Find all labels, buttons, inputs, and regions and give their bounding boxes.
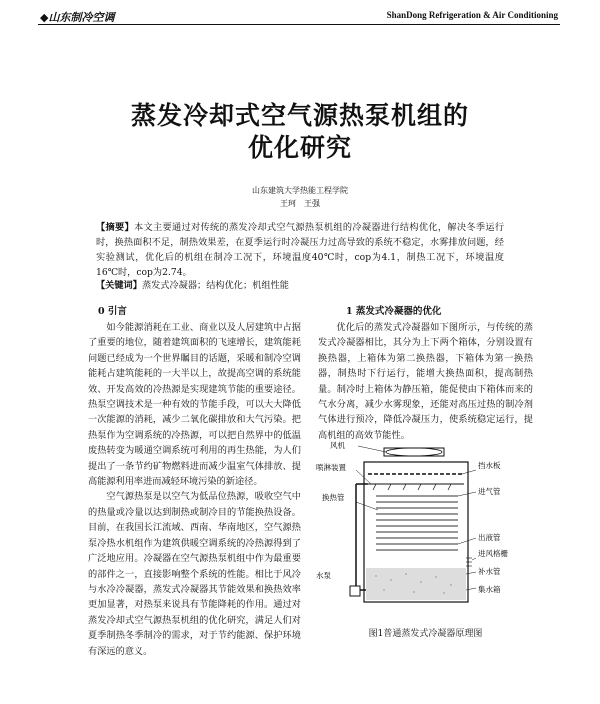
section-1-para-1: 优化后的蒸发式冷凝器如下图所示，与传统的蒸发式冷凝器相比，其分为上下两个箱体，分别设置有换热器，上箱体为第二换热器，下箱体为第一换热器，制热时下行运行，能增大换热面积，提高制热量。制冷时上箱体为静压箱，能促使由下箱体而来的气水分离，减少水雾现象，还能对高压过热的制冷剂气体进行预冷，降低冷凝压力，使系统稳定运行，提高机组的高效节能性。 [318, 322, 533, 441]
condenser-diagram [316, 440, 536, 615]
abstract [96, 220, 504, 280]
affiliation: 山东建筑大学热能工程学院 [252, 186, 348, 195]
fan-icon [384, 448, 444, 456]
label-coil: 换热管 [322, 493, 345, 502]
journal-name-cn: ◆山东制冷空调 [40, 11, 115, 24]
title-line-2: 优化研究 [247, 133, 352, 162]
journal-name-en: ShanDong Refrigeration & Air Conditioning [386, 10, 558, 20]
section-0-para-1: 如今能源消耗在工业、商业以及人居建筑中占据了重要的地位，随着建筑面积的飞速增长，建筑能耗问题已经成为一个世界瞩目的话题，采暖和制冷空调能耗占建筑能耗的一大半以上，故提高空调的系统能效、开发高效的冷热源是实现建筑节能的重要途径。热泵空调技术是一种有效的节能手段，可以大大降低一次能源的消耗，减少二氧化碳排放和大气污染。把热泵作为空调系统的冷热源，可以把自然界中的低温废热转变为暖通空调系统可利用的再生热能，为人们提出了一条节约矿物燃料进而减少温室气体排放、提高能源利用率进而减轻环境污染的新途径。 [88, 322, 301, 488]
water-tank [366, 568, 466, 600]
label-outlet: 出液管 [478, 533, 501, 542]
abstract-label: 【摘要】 [96, 222, 134, 233]
label-pump: 水泵 [316, 571, 331, 580]
keywords-text: 蒸发式冷凝器；结构优化；机组性能 [141, 280, 289, 291]
pump-icon [350, 586, 360, 596]
section-0-heading: 0 引言 [98, 306, 127, 317]
abstract-text: 本文主要通过对传统的蒸发冷却式空气源热泵机组的冷凝器进行结构优化，解决冬季运行时，换热面积不足，制热效果差，在夏季运行时冷凝压力过高导致的系统不稳定，水雾排放问题，经实验测试，优化后的机组在制冷工况下，环境温度40℃时，cop为4.1，制热工况下，环境温度 16℃时，cop为2.74。 [96, 222, 505, 278]
label-inlet: 进气管 [478, 487, 501, 496]
label-spray: 喷淋装置 [316, 463, 346, 472]
keywords [96, 277, 504, 291]
section-1-heading: 1 蒸发式冷凝器的优化 [346, 306, 442, 317]
label-makeup: 补水管 [478, 567, 501, 576]
section-1-body [318, 320, 533, 443]
section-0-body [88, 320, 301, 659]
keywords-label: 【关键词】 [96, 280, 142, 291]
label-tank: 集水箱 [478, 585, 501, 594]
title-line-1: 蒸发冷却式空气源热泵机组的 [130, 101, 469, 130]
authors: 王珂 王强 [280, 199, 320, 208]
figure-caption: 图1普通蒸发式冷凝器原理图 [368, 629, 483, 639]
section-0-para-2: 空气源热泵是以空气为低品位热源，吸收空气中的热量或冷量以达到制热或制冷目的节能换热设备。目前，在我国长江流域、西南、华南地区，空气源热泵冷热水机组作为建筑供暖空调系统的冷热源得到了广泛地应用。冷凝器在空气源热泵机组中作为最重要的部件之一，直接影响整个系统的性能。相比于风冷与水冷冷凝器，蒸发式冷凝器其节能效果和换热效率更加显著，对热泵来说具有节能降耗的作用。通过对蒸发冷却式空气源热泵机组的优化研究，满足人们对夏季制热冬季制冷的需求，对于节约能源、保护环境有深远的意义。 [88, 491, 301, 657]
label-fan: 风机 [330, 441, 345, 450]
label-eliminator: 挡水板 [478, 461, 501, 470]
header-rule [38, 24, 560, 25]
label-grille: 进风格栅 [478, 549, 508, 558]
